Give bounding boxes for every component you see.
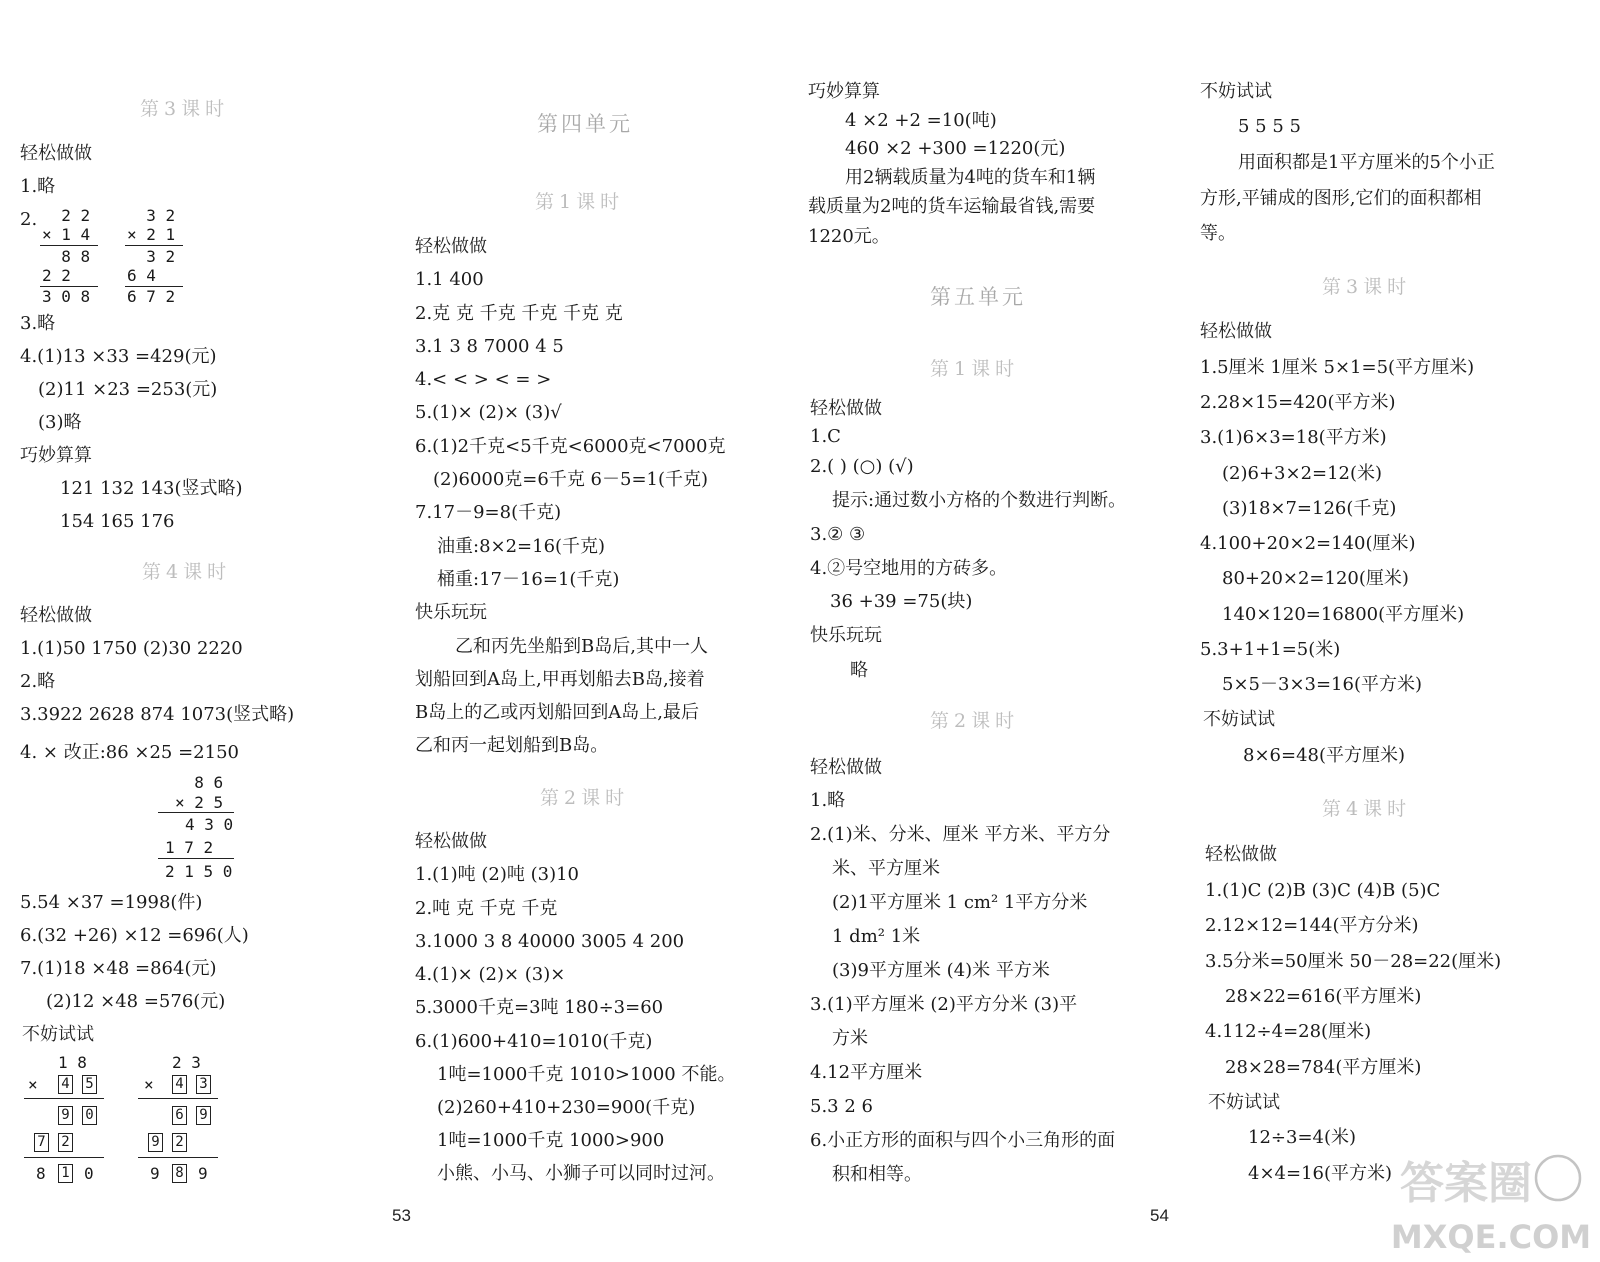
paragraph-line: 1220元。 xyxy=(808,226,890,247)
answer-line: 154 165 176 xyxy=(60,511,175,532)
answer-line: 1吨=1000千克 1010>1000 不能。 xyxy=(437,1064,736,1085)
lesson-heading: 第4课时 xyxy=(142,561,232,583)
section-heading: 轻松做做 xyxy=(415,236,487,257)
calc-rule xyxy=(138,1157,218,1158)
answer-line: 2.(1)米、分米、厘米 平方米、平方分 xyxy=(810,824,1111,845)
answer-line: 2.28×15=420(平方米) xyxy=(1200,392,1396,413)
answer-line: 121 132 143(竖式略) xyxy=(60,478,243,499)
answer-line: 1.1 400 xyxy=(415,269,484,290)
answer-line: 1.略 xyxy=(810,790,846,811)
paragraph-line: 乙和丙一起划船到B岛。 xyxy=(415,735,609,756)
calc-row: 3 2 xyxy=(127,247,176,266)
calc-rule xyxy=(158,812,234,813)
answer-line: 36 +39 =75(块) xyxy=(830,591,973,612)
answer-line: 1.5厘米 1厘米 5×1=5(平方厘米) xyxy=(1200,357,1475,378)
answer-line: 桶重:17－16=1(千克) xyxy=(437,569,620,590)
answer-line: (2)6000克=6千克 6－5=1(千克) xyxy=(433,469,709,490)
paragraph-line: 用2辆载质量为4吨的货车和1辆 xyxy=(845,167,1096,188)
answer-line: (2)1平方厘米 1 cm² 1平方分米 xyxy=(832,892,1088,913)
answer-line: 4.②号空地用的方砖多。 xyxy=(810,558,1008,579)
answer-line: 5×5－3×3=16(平方米) xyxy=(1222,674,1423,695)
answer-line: 3.1 3 8 7000 4 5 xyxy=(415,336,564,357)
answer-box: 7 xyxy=(34,1133,49,1152)
answer-line: 5 5 5 5 xyxy=(1238,116,1301,137)
answer-line: 1.(1)C (2)B (3)C (4)B (5)C xyxy=(1205,880,1441,901)
answer-box: 6 xyxy=(172,1106,187,1125)
calc-row: 3 2 xyxy=(127,206,176,225)
answer-box: 9 xyxy=(196,1106,211,1125)
calc-row: 9 xyxy=(150,1164,160,1183)
answer-line: 2.略 xyxy=(20,671,56,692)
calc-row: 9 xyxy=(198,1164,208,1183)
answer-line: 2.吨 克 千克 千克 xyxy=(415,898,558,919)
lesson-heading: 第2课时 xyxy=(930,710,1020,732)
answer-line: 5.3000千克=3吨 180÷3=60 xyxy=(415,997,664,1018)
answer-line: 3.(1)平方厘米 (2)平方分米 (3)平 xyxy=(810,994,1078,1015)
answer-line: 1吨=1000千克 1000>900 xyxy=(437,1130,665,1151)
answer-line: 140×120=16800(平方厘米) xyxy=(1222,604,1465,625)
section-heading: 不妨试试 xyxy=(1203,709,1275,730)
lesson-heading: 第1课时 xyxy=(930,358,1020,380)
section-heading: 轻松做做 xyxy=(20,605,92,626)
answer-line: (3)9平方厘米 (4)米 平方米 xyxy=(832,960,1050,981)
calc-rule xyxy=(24,1157,104,1158)
answer-line: (2)11 ×23 =253(元) xyxy=(38,379,218,400)
calc-row: 2 2 xyxy=(42,206,91,225)
answer-line: 28×22=616(平方厘米) xyxy=(1225,986,1422,1007)
answer-line: 积和相等。 xyxy=(832,1164,922,1185)
answer-line: 4.(1)13 ×33 =429(元) xyxy=(20,346,217,367)
answer-line: 1.(1)吨 (2)吨 (3)10 xyxy=(415,864,580,885)
calc-rule xyxy=(138,1098,218,1099)
answer-line: 3.3922 2628 874 1073(竖式略) xyxy=(20,704,295,725)
calc-row: 6 7 2 xyxy=(127,287,176,306)
section-heading: 快乐玩玩 xyxy=(810,625,882,646)
answer-box: 9 xyxy=(58,1106,73,1125)
answer-line: 米、平方厘米 xyxy=(832,858,940,879)
answer-line: 1.(1)50 1750 (2)30 2220 xyxy=(20,638,243,659)
calc-row: 6 4 xyxy=(127,266,156,285)
answer-line: 5.3 2 6 xyxy=(810,1096,873,1117)
page-number: 54 xyxy=(1150,1206,1169,1225)
paragraph-line: 方形,平铺成的图形,它们的面积都相 xyxy=(1200,188,1482,209)
paragraph-line: B岛上的乙或丙划船回到A岛上,最后 xyxy=(415,702,699,723)
answer-line: 28×28=784(平方厘米) xyxy=(1225,1057,1422,1078)
section-heading: 轻松做做 xyxy=(1200,321,1272,342)
lesson-heading: 第2课时 xyxy=(540,787,630,809)
section-heading: 不妨试试 xyxy=(22,1024,94,1045)
calc-row: 8 8 xyxy=(42,247,91,266)
lesson-heading: 第3课时 xyxy=(1322,276,1412,298)
answer-line: 7.(1)18 ×48 =864(元) xyxy=(20,958,217,979)
answer-line: 6.小正方形的面积与四个小三角形的面 xyxy=(810,1130,1116,1151)
answer-line: 1 dm² 1米 xyxy=(832,926,921,947)
answer-box: 4 xyxy=(58,1075,73,1094)
calc-row: 2 1 5 0 xyxy=(165,862,233,881)
answer-line: 小熊、小马、小狮子可以同时过河。 xyxy=(437,1163,725,1184)
section-heading: 轻松做做 xyxy=(1205,844,1277,865)
answer-line: 3.略 xyxy=(20,313,56,334)
answer-line: 1.略 xyxy=(20,176,56,197)
answer-line: 略 xyxy=(850,660,868,681)
calc-row: × xyxy=(144,1075,154,1094)
lesson-heading: 第1课时 xyxy=(535,191,625,213)
calc-row: × 2 5 xyxy=(175,793,224,812)
answer-line: 4.< < > < = > xyxy=(415,369,552,390)
answer-box: 0 xyxy=(82,1106,97,1125)
calc-row: 1 7 2 xyxy=(165,838,214,857)
answer-line: 6.(32 +26) ×12 =696(人) xyxy=(20,925,249,946)
answer-line: 8×6=48(平方厘米) xyxy=(1243,745,1406,766)
answer-line: 12÷3=4(米) xyxy=(1248,1127,1357,1148)
answer-line: 方米 xyxy=(832,1028,868,1049)
answer-line: 7.17－9=8(千克) xyxy=(415,502,562,523)
answer-line: 460 ×2 +300 =1220(元) xyxy=(845,138,1066,159)
calc-row: 1 8 xyxy=(58,1053,87,1072)
section-heading: 轻松做做 xyxy=(20,143,92,164)
paragraph-line: 乙和丙先坐船到B岛后,其中一人 xyxy=(455,636,708,657)
answer-box: 2 xyxy=(58,1133,73,1152)
answer-line: 2.克 克 千克 千克 千克 克 xyxy=(415,303,623,324)
section-heading: 不妨试试 xyxy=(1208,1092,1280,1113)
answer-line: 4. × 改正:86 ×25 =2150 xyxy=(20,742,239,763)
calc-row: 8 6 xyxy=(175,773,224,792)
calc-row: 2 3 xyxy=(172,1053,201,1072)
answer-box: 8 xyxy=(172,1164,187,1183)
answer-line: 油重:8×2=16(千克) xyxy=(437,536,606,557)
calc-row: × 2 1 xyxy=(127,225,176,244)
watermark-logo xyxy=(1388,1150,1594,1256)
section-heading: 轻松做做 xyxy=(415,831,487,852)
section-heading: 巧妙算算 xyxy=(808,81,880,102)
unit-heading: 第五单元 xyxy=(930,285,1026,309)
answer-line: (2)260+410+230=900(千克) xyxy=(437,1097,696,1118)
watermark-url: MXQE.COM xyxy=(1390,1218,1592,1256)
answer-line: 2.( ) (○) (√) xyxy=(810,456,914,477)
calc-rule xyxy=(24,1098,104,1099)
answer-line: 2. xyxy=(20,209,38,230)
answer-line: 4.12平方厘米 xyxy=(810,1062,923,1083)
answer-line: 3.1000 3 8 40000 3005 4 200 xyxy=(415,931,685,952)
answer-line: 4 ×2 +2 =10(吨) xyxy=(845,110,997,131)
answer-line: 4.100+20×2=140(厘米) xyxy=(1200,533,1416,554)
answer-box: 2 xyxy=(172,1133,187,1152)
answer-line: (3)略 xyxy=(38,412,82,433)
answer-line: 3.(1)6×3=18(平方米) xyxy=(1200,427,1387,448)
answer-line: 提示:通过数小方格的个数进行判断。 xyxy=(832,490,1127,511)
page-number: 53 xyxy=(392,1206,411,1225)
calc-rule xyxy=(40,245,98,246)
answer-line: 3.5分米=50厘米 50－28=22(厘米) xyxy=(1205,951,1502,972)
section-heading: 轻松做做 xyxy=(810,398,882,419)
calc-row: 3 0 8 xyxy=(42,287,91,306)
section-heading: 巧妙算算 xyxy=(20,445,92,466)
calc-row: × xyxy=(28,1075,38,1094)
section-heading: 轻松做做 xyxy=(810,757,882,778)
answer-line: (2)6+3×2=12(米) xyxy=(1222,463,1383,484)
answer-box: 4 xyxy=(172,1075,187,1094)
answer-line: 4×4=16(平方米) xyxy=(1248,1163,1393,1184)
answer-box: 9 xyxy=(148,1133,163,1152)
unit-heading: 第四单元 xyxy=(537,112,633,136)
calc-row: 0 xyxy=(84,1164,94,1183)
paragraph-line: 载质量为2吨的货车运输最省钱,需要 xyxy=(808,196,1096,217)
paragraph-line: 划船回到A岛上,甲再划船去B岛,接着 xyxy=(415,669,705,690)
answer-box: 1 xyxy=(58,1164,73,1183)
answer-line: 4.(1)× (2)× (3)× xyxy=(415,964,566,985)
answer-line: 5.54 ×37 =1998(件) xyxy=(20,892,203,913)
calc-rule xyxy=(158,858,234,859)
section-heading: 不妨试试 xyxy=(1200,81,1272,102)
answer-line: 3.② ③ xyxy=(810,524,866,545)
section-heading: 快乐玩玩 xyxy=(415,602,487,623)
answer-box: 3 xyxy=(196,1075,211,1094)
calc-row: 8 xyxy=(36,1164,46,1183)
calc-row: × 1 4 xyxy=(42,225,91,244)
lesson-heading: 第4课时 xyxy=(1322,798,1412,820)
calc-row: 4 3 0 xyxy=(185,815,234,834)
watermark-brand: 答案圈 xyxy=(1400,1158,1532,1209)
answer-line: 6.(1)2千克<5千克<6000克<7000克 xyxy=(415,436,726,457)
answer-line: (3)18×7=126(千克) xyxy=(1222,498,1397,519)
answer-line: 6.(1)600+410=1010(千克) xyxy=(415,1031,653,1052)
lesson-heading: 第3课时 xyxy=(140,98,230,120)
answer-line: 1.C xyxy=(810,426,841,447)
calc-rule xyxy=(125,245,183,246)
answer-line: 5.3+1+1=5(米) xyxy=(1200,639,1341,660)
paragraph-line: 用面积都是1平方厘米的5个小正 xyxy=(1238,152,1495,173)
answer-line: 80+20×2=120(厘米) xyxy=(1222,568,1409,589)
answer-line: 4.112÷4=28(厘米) xyxy=(1205,1021,1372,1042)
paragraph-line: 等。 xyxy=(1200,223,1236,244)
answer-line: (2)12 ×48 =576(元) xyxy=(46,991,226,1012)
calc-row: 2 2 xyxy=(42,266,71,285)
answer-line: 2.12×12=144(平方分米) xyxy=(1205,915,1419,936)
answer-box: 5 xyxy=(82,1075,97,1094)
answer-line: 5.(1)× (2)× (3)√ xyxy=(415,402,562,423)
